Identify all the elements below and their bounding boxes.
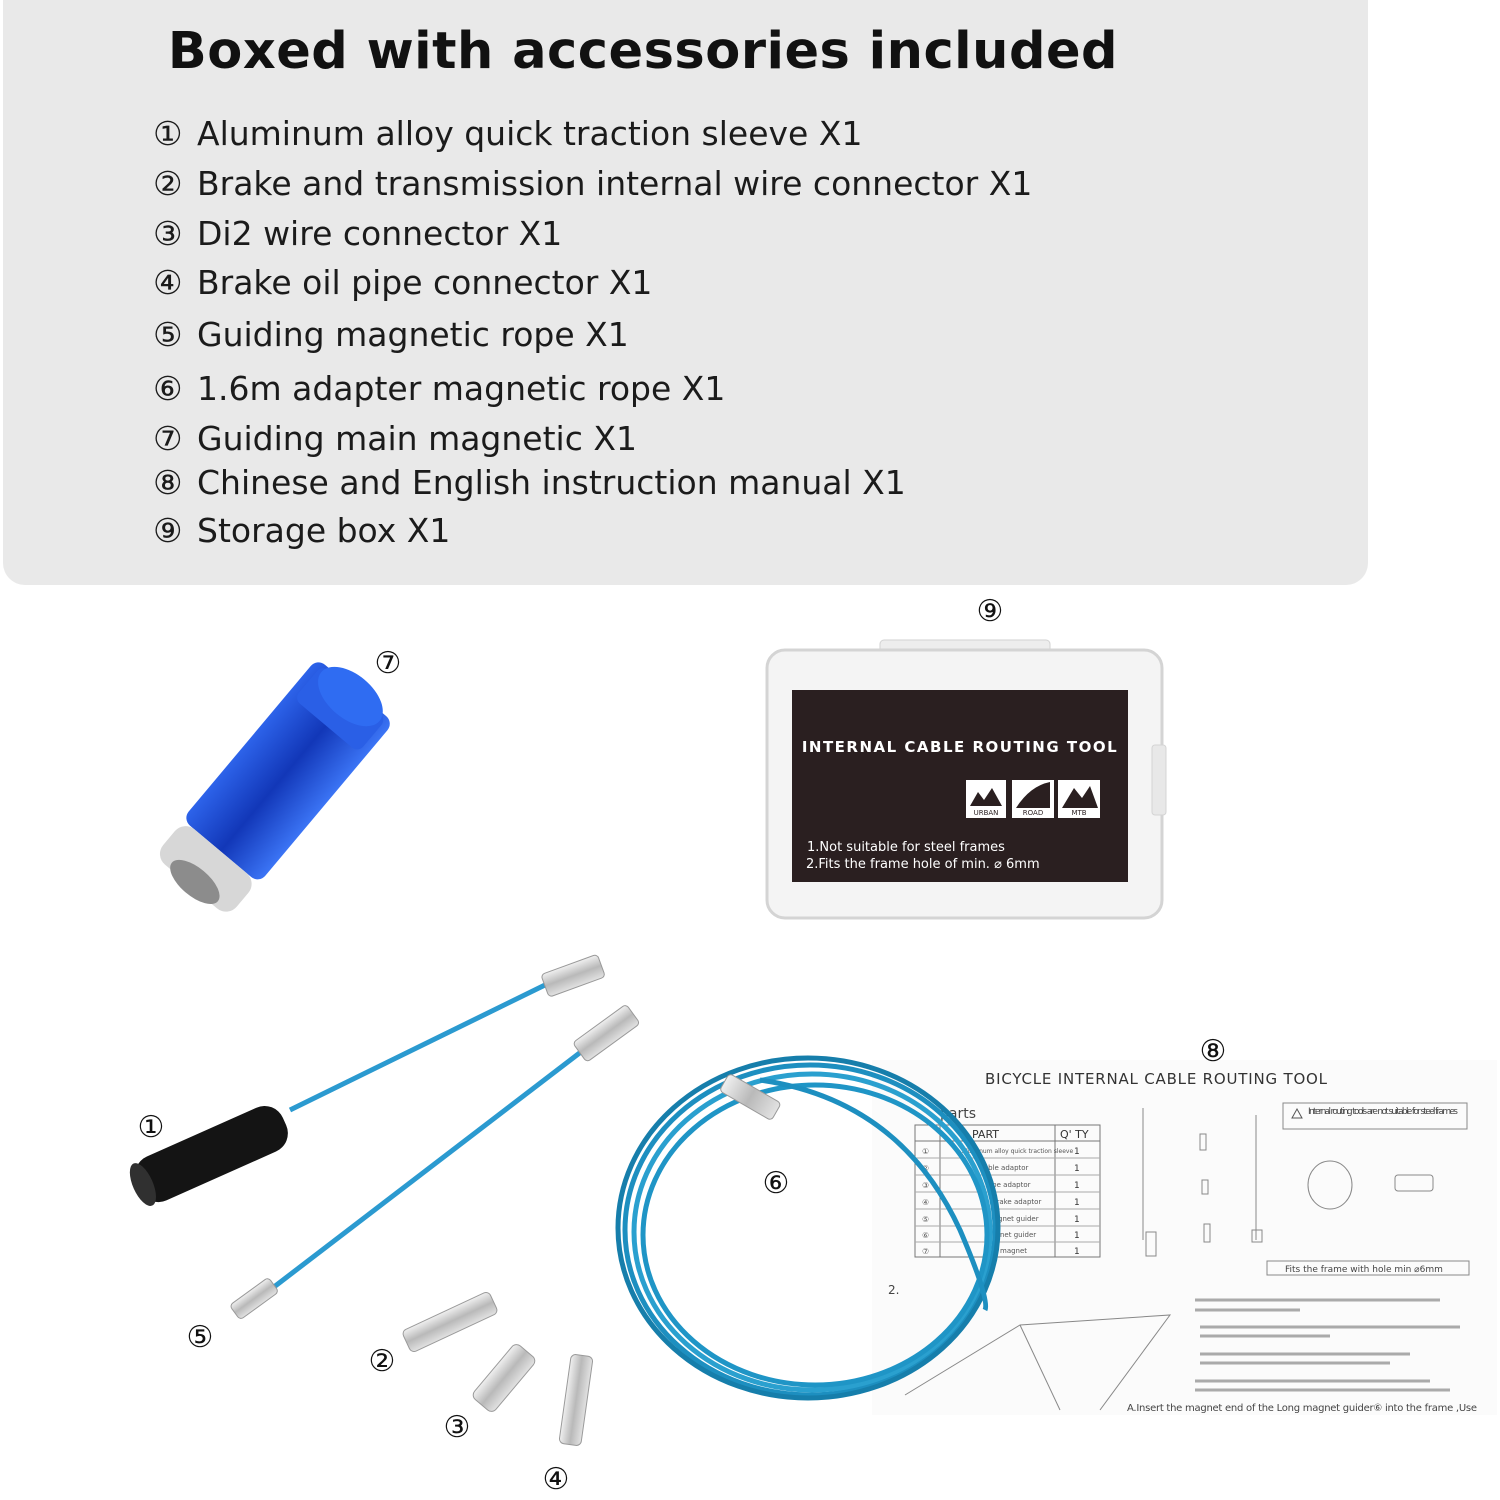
manual-bottom-text: A.Insert the magnet end of the Long magnet guider⑥ into the frame ,Use [1127,1403,1477,1414]
item-text: Guiding magnetic rope X1 [197,315,629,354]
item-number: ④ [153,263,183,302]
box-label-title: INTERNAL CABLE ROUTING TOOL [801,738,1119,756]
callout-5: ⑤ [186,1320,214,1355]
svg-text:Aluminum alloy quick traction: Aluminum alloy quick traction sleeve [962,1148,1074,1155]
svg-text:⑤: ⑤ [922,1215,930,1224]
box-note-2: 2.Fits the frame hole of min. ⌀ 6mm [806,857,1040,872]
callout-9: ⑨ [976,594,1004,629]
callout-4: ④ [542,1462,570,1497]
page-title: Boxed with accessories included [167,22,1119,81]
item-text: Di2 wire connector X1 [197,214,563,253]
svg-text:1: 1 [1074,1164,1080,1174]
svg-text:⑥: ⑥ [922,1231,930,1240]
item-text: Brake and transmission internal wire connector X1 [197,164,1033,203]
storage-box [767,640,1166,918]
icon-label-road: ROAD [1022,809,1044,817]
svg-text:1: 1 [1074,1198,1080,1208]
svg-text:①: ① [922,1147,930,1156]
callout-8: ⑧ [1199,1034,1227,1069]
svg-text:④: ④ [922,1198,930,1207]
svg-text:③: ③ [922,1181,930,1190]
item-text: 1.6m adapter magnetic rope X1 [197,369,726,408]
item-number: ① [153,114,183,153]
item-number: ③ [153,214,183,253]
svg-text:gnet guider: gnet guider [998,1215,1039,1223]
manual-step-2: 2. [888,1283,900,1297]
brake-connector [559,1354,593,1446]
item-number: ⑨ [153,511,183,550]
callout-3: ③ [443,1410,471,1445]
item-text: Chinese and English instruction manual X1 [197,463,906,502]
di2-connector [471,1342,537,1414]
item-number: ⑥ [153,369,183,408]
svg-text:②: ② [922,1164,930,1173]
svg-text:1: 1 [1074,1231,1080,1241]
svg-text:cable adaptor: cable adaptor [980,1164,1029,1172]
icon-label-mtb: MTB [1071,809,1087,817]
svg-text:1: 1 [1074,1147,1080,1157]
manual-parts-label: parts [940,1106,977,1122]
svg-text:magnet: magnet [1000,1247,1028,1255]
callout-6: ⑥ [762,1166,790,1201]
svg-text:brake adaptor: brake adaptor [992,1198,1042,1206]
svg-text:1: 1 [1074,1181,1080,1191]
manual-warning: Internal routing tools are not suitable for steel frames [1308,1107,1458,1117]
callout-2: ② [368,1344,396,1379]
svg-text:1: 1 [1074,1247,1080,1257]
wire-connector [401,1291,498,1353]
svg-text:net guider: net guider [1000,1231,1037,1239]
col-qty: Q' TY [1060,1128,1089,1141]
terrain-icons [966,780,1100,818]
svg-text:⑦: ⑦ [922,1247,930,1256]
item-text: Storage box X1 [197,511,451,550]
item-text: Brake oil pipe connector X1 [197,263,653,302]
item-number: ⑧ [153,463,183,502]
col-part: PART [972,1128,1000,1141]
item-number: ⑤ [153,315,183,354]
item-text: Guiding main magnetic X1 [197,419,637,458]
box-note-1: 1.Not suitable for steel frames [807,840,1005,855]
item-number: ⑦ [153,419,183,458]
guiding-magnetic-rope [229,954,640,1320]
item-text: Aluminum alloy quick traction sleeve X1 [197,114,863,153]
svg-text:1: 1 [1074,1215,1080,1225]
svg-text:tube adaptor: tube adaptor [985,1181,1031,1189]
main-magnet-tool [148,648,403,925]
manual-hole-note: Fits the frame with hole min ⌀6mm [1285,1265,1443,1275]
item-number: ② [153,164,183,203]
icon-label-urban: URBAN [973,809,999,817]
callout-7: ⑦ [374,646,402,681]
manual-title: BICYCLE INTERNAL CABLE ROUTING TOOL [985,1070,1328,1088]
callout-1: ① [137,1110,165,1145]
